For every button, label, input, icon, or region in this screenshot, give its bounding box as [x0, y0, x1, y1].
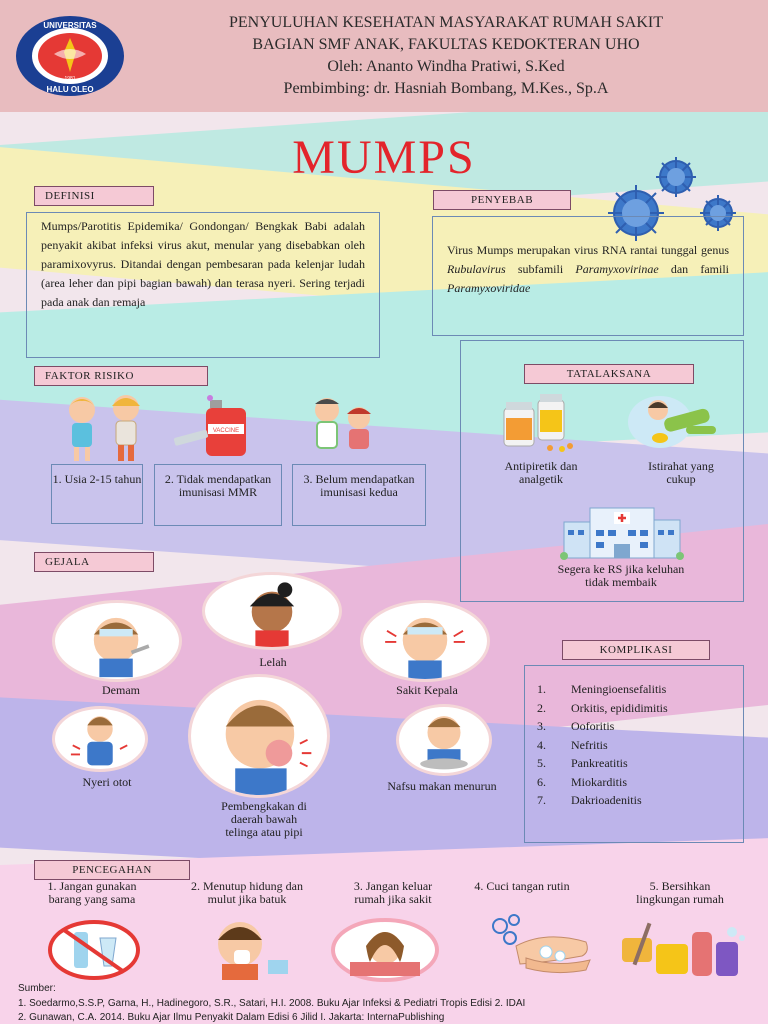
header-line-2: BAGIAN SMF ANAK, FAKULTAS KEDOKTERAN UHO — [252, 36, 640, 53]
medicine-bottles-icon — [500, 392, 580, 454]
definisi-box — [26, 212, 380, 358]
muscle-pain-symptom-icon — [52, 706, 148, 772]
hand-washing-icon — [486, 912, 598, 976]
penyebab-text: Virus Mumps merupakan virus RNA rantai tunggal genus Rubulavirus subfamili Paramyxovirinae dan famili Paramyxoviridae — [447, 243, 730, 295]
fatigue-symptom-icon — [202, 572, 342, 650]
penyebab-box — [432, 216, 744, 336]
fever-symptom-icon — [52, 600, 182, 682]
stay-home-icon — [330, 918, 440, 982]
header-line-1: PENYULUHAN KESEHATAN MASYARAKAT RUMAH SAKIT — [229, 14, 663, 31]
pencegahan-label: PENCEGAHAN — [34, 860, 190, 880]
symptom-nyeri-otot: Nyeri otot — [82, 775, 132, 789]
prevention-item-3: 3. Jangan keluar rumah jika sakit — [353, 879, 433, 906]
definisi-text: Mumps/Parotitis Epidemika/ Gondongan/ Bengkak Babi adalah penyakit akibat infeksi virus akut, menular yang disebabkan oleh paramixovyrus. Ditandai dengan pembesaran pada kelenjar ludah (area leher dan pipi bagian bawah) dan terasa nyeri. Sering terjadi pada anak dan remaja — [41, 219, 365, 309]
appetite-loss-symptom-icon — [396, 704, 492, 776]
symptom-nafsu-makan: Nafsu makan menurun — [387, 779, 497, 793]
komplikasi-label: KOMPLIKASI — [562, 640, 710, 660]
risk-factor-3: 3. Belum mendapatkan imunisasi kedua — [292, 464, 426, 526]
resting-child-icon — [624, 392, 724, 450]
poster-title: MUMPS — [292, 131, 476, 184]
prevention-item-5: 5. Bersihkan lingkungan rumah — [636, 879, 724, 906]
symptom-sakit-kepala: Sakit Kepala — [396, 683, 458, 697]
vaccine-vial-text: VACCINE — [212, 428, 240, 434]
no-sharing-icon — [46, 920, 142, 980]
header-line-3: Oleh: Ananto Windha Pratiwi, S.Ked — [327, 58, 565, 75]
prevention-item-1: 1. Jangan gunakan barang yang sama — [47, 879, 137, 906]
gejala-label: GEJALA — [34, 552, 154, 572]
tatalaksana-item-1: Antipiretik dan analgetik — [504, 459, 578, 486]
symptom-pembengkakan: Pembengkakan di daerah bawah telinga atau pipi — [221, 799, 307, 839]
tatalaksana-item-2: Istirahat yang cukup — [648, 459, 714, 486]
komplikasi-item: 2. Orkitis, epididimitis — [537, 700, 668, 715]
komplikasi-item: 4. Nefritis — [537, 737, 608, 752]
komplikasi-item: 6. Miokarditis — [537, 774, 627, 789]
sources — [18, 982, 525, 1024]
sources-label: Sumber: — [18, 983, 56, 994]
hospital-icon — [560, 502, 684, 562]
symptom-demam: Demam — [102, 683, 140, 697]
prevention-item-2: 2. Menutup hidung dan mulut jika batuk — [191, 879, 303, 906]
cover-cough-icon — [196, 918, 292, 980]
komplikasi-box — [524, 665, 744, 843]
logo-top-text: UNIVERSITAS — [43, 21, 97, 30]
komplikasi-item: 1. Meningioensefalitis — [537, 682, 667, 696]
komplikasi-item: 7. Dakrioadenitis — [537, 793, 642, 807]
risk-factor-2: 2. Tidak mendapatkan imunisasi MMR — [154, 464, 282, 526]
prevention-item-4: 4. Cuci tangan rutin — [474, 879, 570, 893]
nurse-child-icon — [305, 394, 383, 460]
header-line-4: Pembimbing: dr. Hasniah Bombang, M.Kes., Sp.A — [283, 80, 609, 97]
university-logo — [14, 14, 126, 98]
headache-symptom-icon — [360, 600, 490, 682]
vaccine-icon — [172, 394, 254, 460]
cleaning-supplies-icon — [620, 918, 750, 980]
komplikasi-item: 5. Pankreatitis — [537, 756, 628, 770]
symptom-lelah: Lelah — [259, 655, 287, 669]
logo-bottom-text: HALU OLEO — [46, 85, 94, 94]
risk-factor-1: 1. Usia 2-15 tahun — [51, 464, 143, 524]
penyebab-label: PENYEBAB — [433, 190, 571, 210]
swelling-symptom-icon — [188, 674, 330, 798]
tatalaksana-item-3: Segera ke RS jika keluhan tidak membaik — [557, 562, 685, 589]
children-icon — [56, 392, 152, 462]
source-ref-2: 2. Gunawan, C.A. 2014. Buku Ajar Ilmu Penyakit Dalam Edisi 6 Jilid I. Jakarta: InternaPublishing — [18, 1012, 445, 1023]
logo-year-text: 1981 — [64, 76, 76, 82]
tatalaksana-label: TATALAKSANA — [524, 364, 694, 384]
komplikasi-item: 3. Ooforitis — [537, 719, 615, 733]
faktor-risiko-label: FAKTOR RISIKO — [34, 366, 208, 386]
poster-header — [0, 0, 768, 112]
source-ref-1: 1. Soedarmo,S.S.P, Garna, H., Hadinegoro, S.R., Satari, H.I. 2008. Buku Ajar Infeksi & Pediatri Tropis Edisi 2. IDAI — [18, 997, 526, 1009]
komplikasi-list — [537, 680, 731, 810]
definisi-label: DEFINISI — [34, 186, 154, 206]
